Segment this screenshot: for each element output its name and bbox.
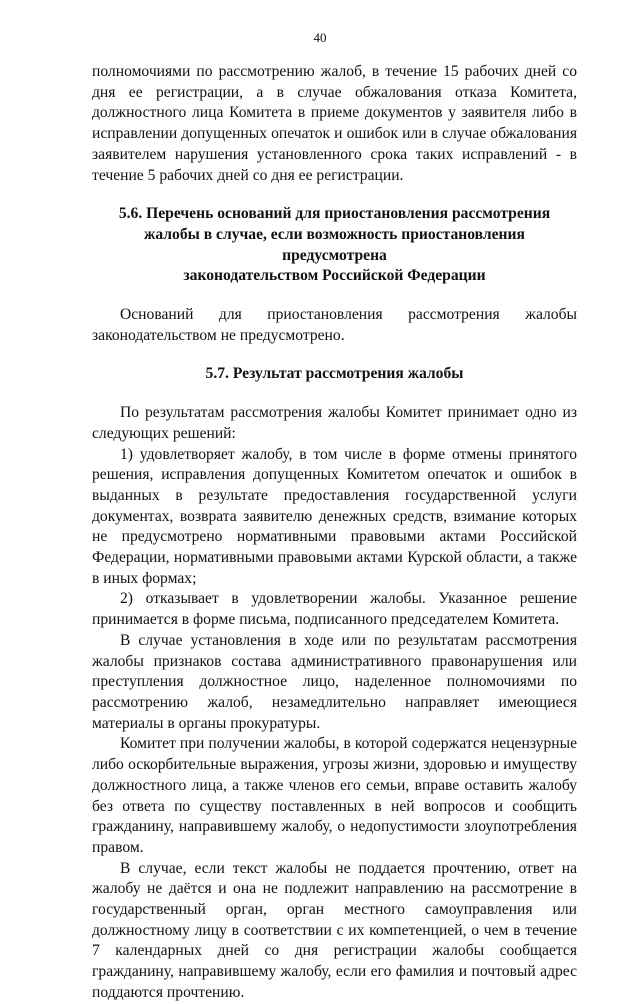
section-5-6-text: Оснований для приостановления рассмотрения жалобы законодательством не предусмотрено.: [92, 306, 577, 344]
section-5-6-title-line2: жалобы в случае, если возможность приостановления предусмотрена: [144, 225, 525, 264]
document-body: [92, 62, 577, 1004]
paragraph-prosecution: В случае установления в ходе или по результатам рассмотрения жалобы признаков состава административного правонарушения или преступления должностное лицо, наделенное полномочиями по рассмотрению жалоб, незамедлительно направляет имеющиеся материалы в органы прокуратуры.: [92, 631, 577, 732]
section-5-6-title-line3: законодательством Российской Федерации: [183, 267, 486, 285]
section-5-7-title: 5.7. Результат рассмотрения жалобы: [205, 365, 464, 383]
paragraph-unreadable-complaint: В случае, если текст жалобы не поддается прочтению, ответ на жалобу не даётся и она не подлежит направлению на рассмотрение в государственный орган, орган местного самоуправления или должностному лицу в соответствии с их компетенцией, о чем в течение 7 календарных дней со дня регистрации жалобы сообщается гражданину, направившему жалобу, если его фамилия и почтовый адрес поддаются прочтению.: [92, 859, 577, 1001]
section-5-6-title-line1: 5.6. Перечень оснований для приостановления рассмотрения: [118, 205, 551, 223]
page-number: 40: [313, 30, 327, 45]
paragraph-continued: полномочиями по рассмотрению жалоб, в течение 15 рабочих дней со дня ее регистрации, а в случае обжалования отказа Комитета, должностного лица Комитета в приеме документов у заявителя либо в исправлении допущенных опечаток и ошибок или в случае обжалования заявителем нарушения установленного срока таких исправлений - в течение 5 рабочих дней со дня ее регистрации.: [92, 63, 577, 184]
section-5-6-heading: [92, 204, 577, 287]
list-item-2: 2) отказывает в удовлетворении жалобы. Указанное решение принимается в форме письма, подписанного председателем Комитета.: [92, 590, 577, 629]
list-item-1: 1) удовлетворяет жалобу, в том числе в форме отмены принятого решения, исправления допущенных Комитетом опечаток и ошибок в выданных в результате предоставления государственной услуги документах, возврата заявителю денежных средств, взимание которых не предусмотрено нормативными правовыми актами Российской Федерации, нормативными правовыми актами Курской области, а также в иных формах;: [92, 445, 577, 587]
paragraph-offensive-complaint: Комитет при получении жалобы, в которой содержатся нецензурные либо оскорбительные выражения, угрозы жизни, здоровью и имуществу должностного лица, а также членов его семьи, вправе оставить жалобу без ответа по существу поставленных в ней вопросов и сообщить гражданину, направившему жалобу, о недопустимости злоупотребления правом.: [92, 735, 577, 856]
section-5-7-intro: По результатам рассмотрения жалобы Комитет принимает одно из следующих решений:: [92, 404, 577, 442]
